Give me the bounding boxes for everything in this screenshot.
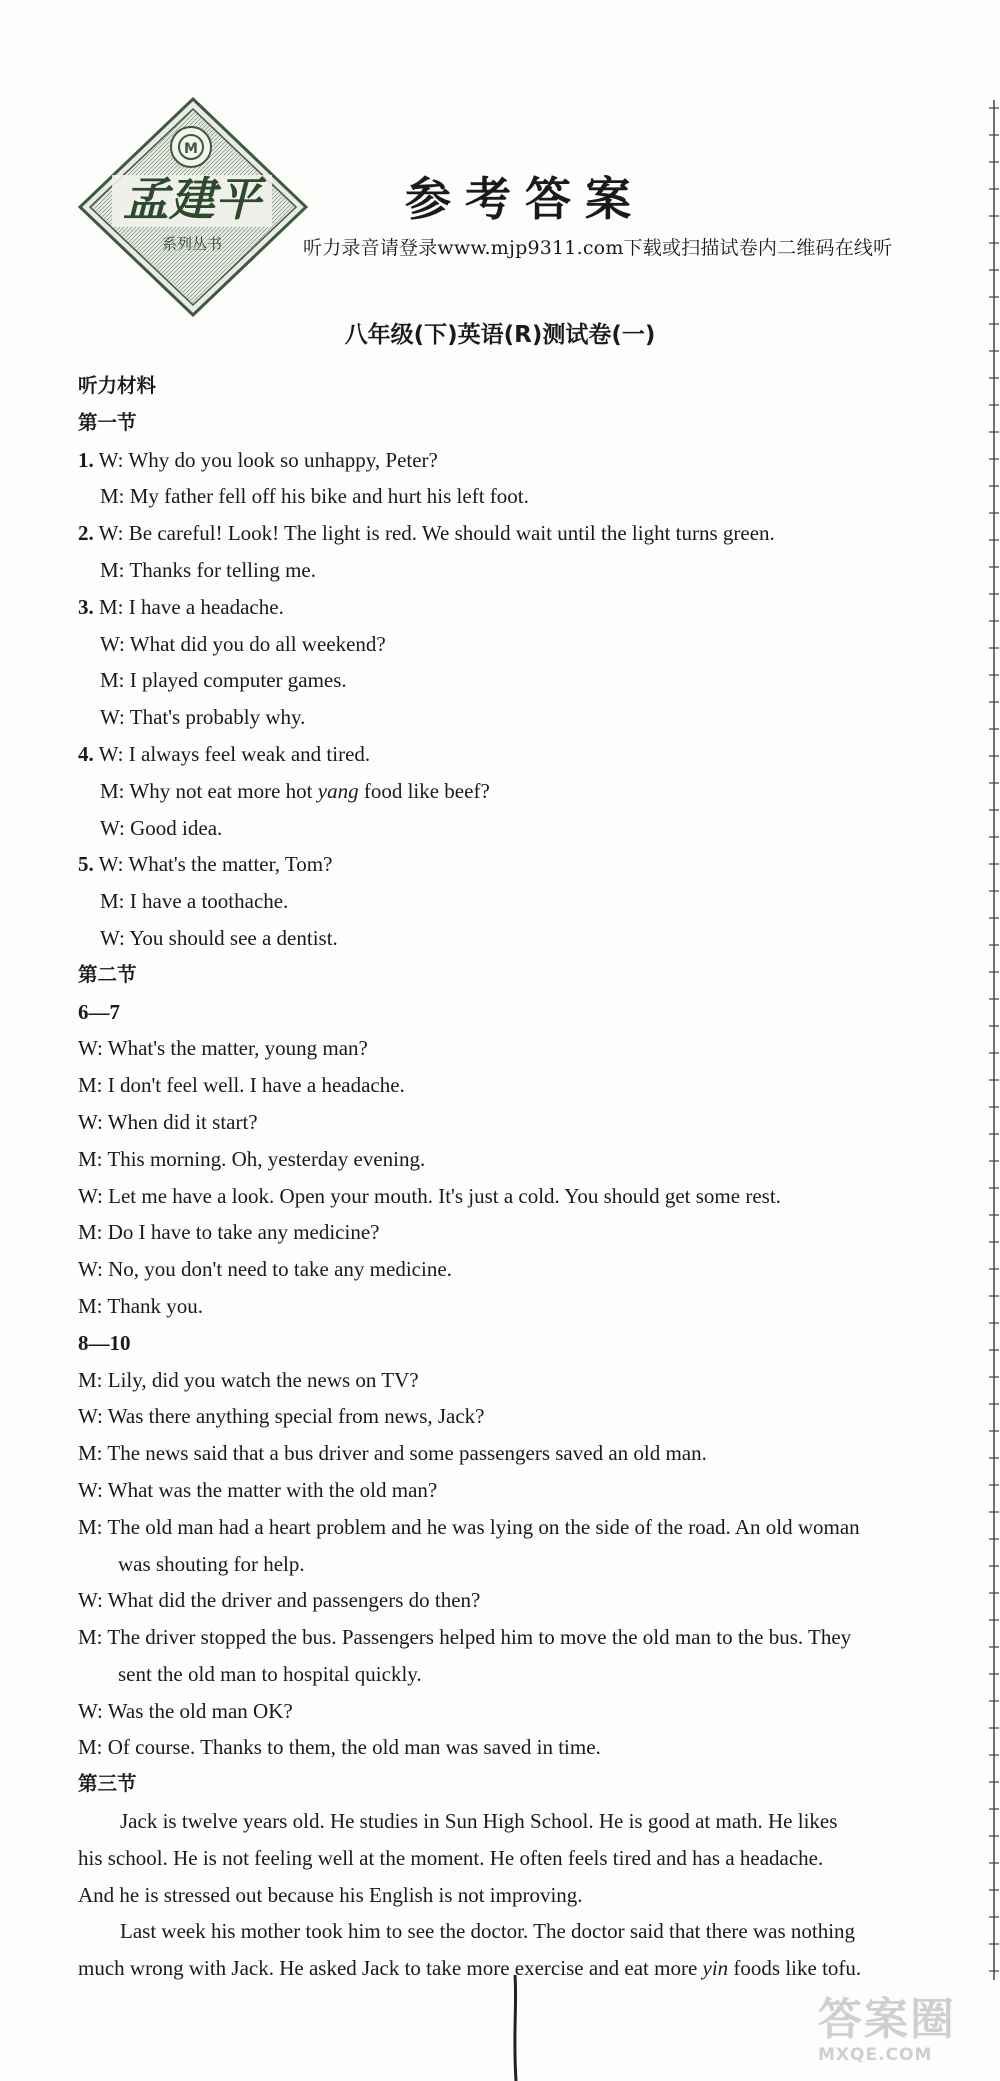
audio-notice: 听力录音请登录www.mjp9311.com下载或扫描试卷内二维码在线听 bbox=[303, 237, 893, 259]
publisher-logo bbox=[78, 97, 308, 317]
dialogue-line: W: You should see a dentist. bbox=[100, 925, 338, 950]
dialogue-line: M: I have a toothache. bbox=[100, 889, 289, 914]
dialogue-line: M: The old man had a heart problem and he was lying on the side of the road. An old woman bbox=[78, 1514, 860, 1539]
paragraph-line: Last week his mother took him to see the doctor. The doctor said that there was nothing bbox=[120, 1919, 856, 1944]
dialogue-line: M: Lily, did you watch the news on TV? bbox=[78, 1367, 419, 1392]
dialogue-line: M: My father fell off his bike and hurt his left foot. bbox=[100, 484, 529, 509]
dialogue-line: 5. W: What's the matter, Tom? bbox=[78, 852, 333, 877]
section-heading: 第一节 bbox=[78, 410, 137, 434]
dialogue-line: M: Do I have to take any medicine? bbox=[78, 1220, 380, 1245]
paragraph-line: Jack is twelve years old. He studies in Sun High School. He is good at math. He likes bbox=[120, 1809, 838, 1834]
dialogue-line: W: That's probably why. bbox=[100, 705, 306, 730]
dialogue-line: M: The news said that a bus driver and some passengers saved an old man. bbox=[78, 1441, 707, 1466]
dialogue-line: M: Why not eat more hot yang food like beef? bbox=[100, 778, 490, 803]
site-watermark: 答案圈 MXQE.COM bbox=[818, 1994, 956, 2065]
question-number: 4. bbox=[78, 741, 94, 766]
dialogue-line: W: What did you do all weekend? bbox=[100, 631, 386, 656]
question-range: 6—7 bbox=[78, 999, 120, 1024]
dialogue-line: 2. W: Be careful! Look! The light is red. We should wait until the light turns green. bbox=[78, 521, 775, 546]
dialogue-line: W: No, you don't need to take any medicine. bbox=[78, 1257, 452, 1282]
dialogue-line: W: What was the matter with the old man? bbox=[78, 1477, 438, 1502]
dialogue-line: W: Let me have a look. Open your mouth. It's just a cold. You should get some rest. bbox=[78, 1183, 781, 1208]
dialogue-line: M: The driver stopped the bus. Passengers helped him to move the old man to the bus. They bbox=[78, 1625, 852, 1650]
question-number: 2. bbox=[78, 521, 94, 546]
dialogue-line: W: Good idea. bbox=[100, 815, 223, 840]
dialogue-line: W: What's the matter, young man? bbox=[78, 1036, 368, 1061]
paragraph-line: much wrong with Jack. He asked Jack to take more exercise and eat more yin foods like tofu. bbox=[78, 1956, 862, 1981]
dialogue-line: was shouting for help. bbox=[118, 1551, 305, 1576]
dialogue-line: W: Was there anything special from news, Jack? bbox=[78, 1404, 485, 1429]
question-number: 5. bbox=[78, 852, 94, 877]
pen-mark-icon bbox=[505, 1975, 525, 2081]
dialogue-line: M: I played computer games. bbox=[100, 668, 347, 693]
logo-diamond-icon bbox=[78, 97, 308, 317]
test-title: 八年级(下)英语(R)测试卷(一) bbox=[344, 322, 656, 348]
dialogue-line: 4. W: I always feel weak and tired. bbox=[78, 741, 371, 766]
dialogue-line: M: This morning. Oh, yesterday evening. bbox=[78, 1146, 426, 1171]
section-heading: 第三节 bbox=[78, 1772, 137, 1796]
dialogue-line: M: I don't feel well. I have a headache. bbox=[78, 1073, 405, 1098]
dialogue-line: W: When did it start? bbox=[78, 1109, 258, 1134]
listening-material bbox=[78, 368, 971, 1987]
question-range: 8—10 bbox=[78, 1330, 131, 1355]
dialogue-line: M: Thank you. bbox=[78, 1293, 204, 1318]
dialogue-line: M: Thanks for telling me. bbox=[100, 557, 316, 582]
logo-brand-text: 孟建平 bbox=[123, 172, 261, 226]
dialogue-line: W: Was the old man OK? bbox=[78, 1698, 293, 1723]
svg-text:M: M bbox=[184, 141, 198, 157]
section-heading: 第二节 bbox=[78, 962, 137, 986]
logo-series-text: 系列丛书 bbox=[161, 235, 223, 253]
section-heading: 听力材料 bbox=[78, 374, 157, 397]
paragraph-line: his school. He is not feeling well at the moment. He often feels tired and has a headache. bbox=[78, 1845, 824, 1870]
dialogue-line: sent the old man to hospital quickly. bbox=[118, 1661, 422, 1686]
dialogue-line: W: What did the driver and passengers do then? bbox=[78, 1588, 481, 1613]
page-title: 参考答案 bbox=[405, 172, 645, 226]
dialogue-line: 1. W: Why do you look so unhappy, Peter? bbox=[78, 447, 438, 472]
question-number: 3. bbox=[78, 594, 94, 619]
perforation-edge bbox=[988, 100, 1000, 1980]
paragraph-line: And he is stressed out because his English is not improving. bbox=[78, 1882, 583, 1907]
dialogue-line: M: Of course. Thanks to them, the old man was saved in time. bbox=[78, 1735, 601, 1760]
dialogue-line: 3. M: I have a headache. bbox=[78, 594, 284, 619]
question-number: 1. bbox=[78, 447, 94, 472]
